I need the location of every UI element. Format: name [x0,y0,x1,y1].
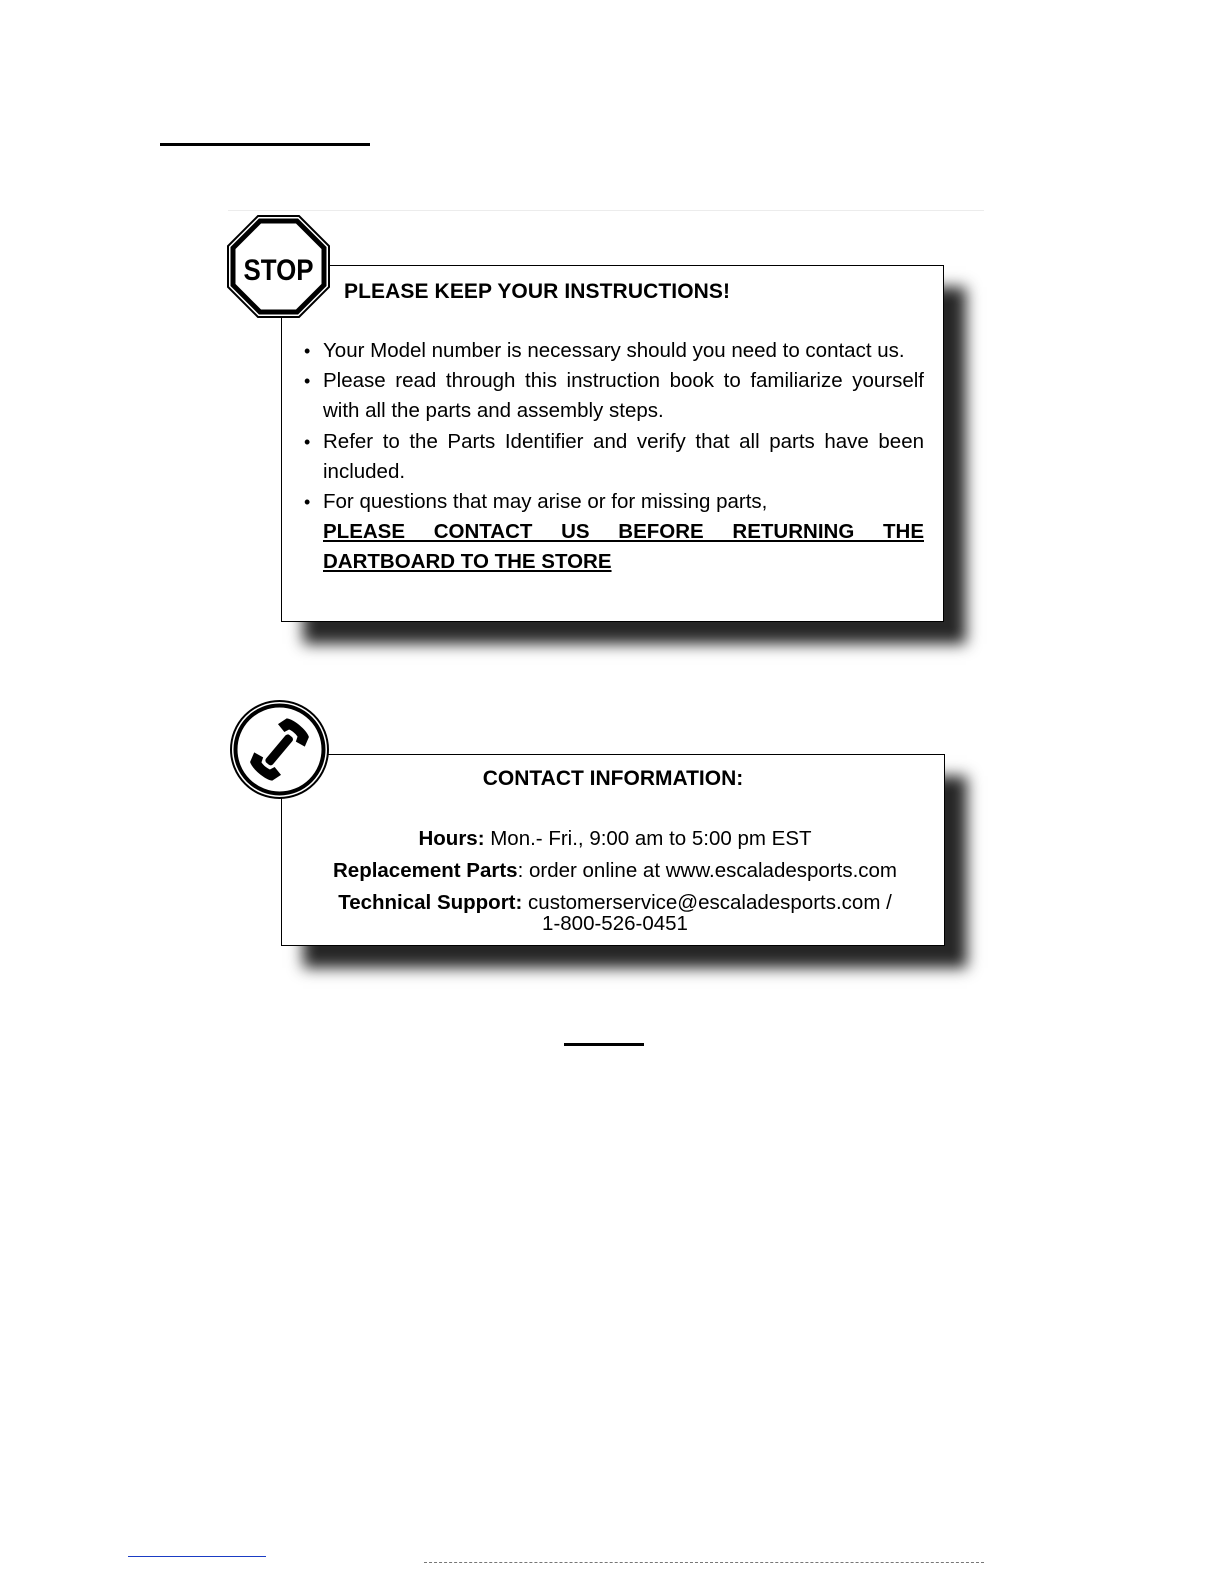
instruction-bullet-list [304,336,924,578]
list-item: • Refer to the Parts Identifier and verify that all parts have been included. [304,427,924,487]
hours-label: Hours: [418,827,485,850]
hours-line [294,823,936,855]
faint-divider [228,210,984,211]
keep-instructions-box [281,265,944,622]
footer-rule [424,1562,984,1563]
keep-instructions-title: PLEASE KEEP YOUR INSTRUCTIONS! [344,280,731,303]
section-title-underline [160,143,370,146]
telephone-icon [229,699,330,800]
stop-sign-label: STOP [243,254,314,287]
replacement-parts-label: Replacement Parts [332,859,518,882]
contact-details [294,823,936,935]
replacement-parts-line [294,855,936,887]
technical-support-email: customerservice@escaladesports.com / [522,891,892,914]
section-divider [564,1043,644,1046]
list-item: • Please read through this instruction book to familiarize yourself with all the parts and assembly steps. [304,366,924,426]
stop-sign-icon [226,214,331,319]
technical-support-phone: 1-800-526-0451 [542,912,688,935]
contact-before-return-notice-end: DARTBOARD TO THE STORE [323,550,612,574]
contact-information-title: CONTACT INFORMATION: [482,767,744,790]
contact-before-return-notice: PLEASE CONTACT US BEFORE RETURNING THE [323,520,924,544]
list-item: • For questions that may arise or for missing parts, PLEASE CONTACT US BEFORE RETURNING THE DARTBOARD TO THE STORE [304,487,924,578]
footer-link-underline [128,1556,266,1557]
list-item: • Your Model number is necessary should you need to contact us. [304,336,924,366]
technical-support-label: Technical Support: [338,891,523,914]
hours-value: Mon.- Fri., 9:00 am to 5:00 pm EST [484,827,812,850]
contact-information-box [281,754,945,946]
replacement-parts-value: : order online at www.escaladesports.com [517,859,898,882]
